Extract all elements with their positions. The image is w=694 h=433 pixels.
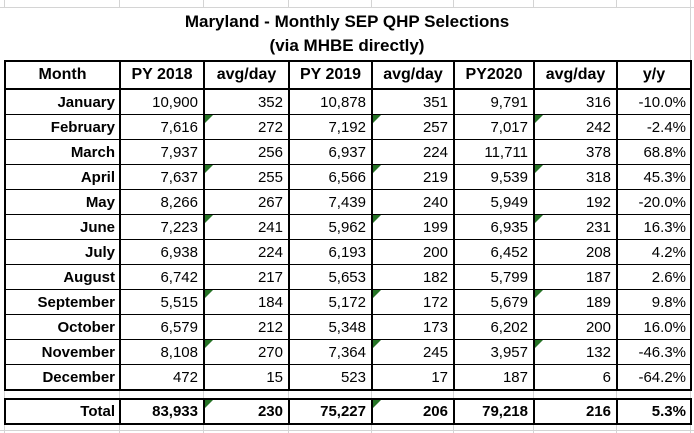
cell-avgday[interactable]: 172 <box>372 290 454 315</box>
header-row <box>5 61 691 89</box>
cell-py2019[interactable]: 6,937 <box>289 140 372 165</box>
cell-py2020[interactable]: 9,539 <box>454 165 534 190</box>
cell-py2019[interactable]: 5,962 <box>289 215 372 240</box>
cell-py2019[interactable]: 7,364 <box>289 340 372 365</box>
header-py2020[interactable]: PY2020 <box>454 61 534 89</box>
cell-month[interactable]: March <box>5 140 120 165</box>
error-indicator-icon <box>205 400 213 408</box>
cell-py2018[interactable]: 6,742 <box>120 265 204 290</box>
total-py2019[interactable]: 75,227 <box>289 399 372 424</box>
table-row <box>5 265 691 290</box>
header-py2018[interactable]: PY 2018 <box>120 61 204 89</box>
cell-py2018[interactable]: 10,900 <box>120 89 204 115</box>
table-row <box>5 215 691 240</box>
title-line-1: Maryland - Monthly SEP QHP Selections <box>184 12 510 31</box>
total-row <box>5 399 691 424</box>
cell-avgday[interactable]: 17 <box>372 365 454 391</box>
cell-avgday[interactable]: 200 <box>534 315 617 340</box>
table-row <box>5 290 691 315</box>
table-row <box>5 340 691 365</box>
cell-py2018[interactable]: 8,108 <box>120 340 204 365</box>
error-indicator-icon <box>205 215 213 223</box>
cell-avgday[interactable]: 187 <box>534 265 617 290</box>
cell-month[interactable]: January <box>5 89 120 115</box>
cell-py2019[interactable]: 5,653 <box>289 265 372 290</box>
error-indicator-icon <box>205 290 213 298</box>
total-avgday-2018[interactable]: 230 <box>204 399 289 424</box>
cell-py2019[interactable]: 5,348 <box>289 315 372 340</box>
cell-py2020[interactable]: 6,452 <box>454 240 534 265</box>
cell-month[interactable]: October <box>5 315 120 340</box>
error-indicator-icon <box>205 340 213 348</box>
cell-py2018[interactable]: 7,616 <box>120 115 204 140</box>
table-row <box>5 140 691 165</box>
cell-py2019[interactable]: 523 <box>289 365 372 391</box>
error-indicator-icon <box>373 340 381 348</box>
title-line-2: (via MHBE directly) <box>269 36 425 55</box>
error-indicator-icon <box>373 215 381 223</box>
cell-avgday[interactable]: 208 <box>534 240 617 265</box>
cell-avgday[interactable]: 255 <box>204 165 289 190</box>
cell-py2020[interactable]: 6,935 <box>454 215 534 240</box>
error-indicator-icon <box>205 115 213 123</box>
spacer-row <box>4 391 690 398</box>
cell-py2019[interactable]: 10,878 <box>289 89 372 115</box>
header-avgday-2018[interactable]: avg/day <box>204 61 289 89</box>
cell-month[interactable]: August <box>5 265 120 290</box>
cell-avgday[interactable]: 212 <box>204 315 289 340</box>
cell-yy[interactable]: 4.2% <box>617 240 691 265</box>
cell-py2018[interactable]: 7,223 <box>120 215 204 240</box>
cell-py2018[interactable]: 6,579 <box>120 315 204 340</box>
cell-py2019[interactable]: 7,192 <box>289 115 372 140</box>
cell-avgday[interactable]: 219 <box>372 165 454 190</box>
table-row <box>5 240 691 265</box>
error-indicator-icon <box>205 165 213 173</box>
cell-month[interactable]: December <box>5 365 120 391</box>
cell-py2019[interactable]: 7,439 <box>289 190 372 215</box>
cell-yy[interactable]: -20.0% <box>617 190 691 215</box>
cell-py2018[interactable]: 472 <box>120 365 204 391</box>
total-label[interactable]: Total <box>5 399 120 424</box>
cell-avgday[interactable]: 231 <box>534 215 617 240</box>
cell-avgday[interactable]: 316 <box>534 89 617 115</box>
cell-py2018[interactable]: 7,937 <box>120 140 204 165</box>
table-row <box>5 190 691 215</box>
cell-avgday[interactable]: 318 <box>534 165 617 190</box>
total-table <box>4 398 692 425</box>
cell-yy[interactable]: -64.2% <box>617 365 691 391</box>
header-py2019[interactable]: PY 2019 <box>289 61 372 89</box>
cell-avgday[interactable]: 240 <box>372 190 454 215</box>
cell-avgday[interactable]: 6 <box>534 365 617 391</box>
cell-avgday[interactable]: 257 <box>372 115 454 140</box>
cell-py2020[interactable]: 11,711 <box>454 140 534 165</box>
total-avgday-2020[interactable]: 216 <box>534 399 617 424</box>
cell-py2020[interactable]: 6,202 <box>454 315 534 340</box>
table-row <box>5 115 691 140</box>
cell-avgday[interactable]: 192 <box>534 190 617 215</box>
cell-yy[interactable]: 9.8% <box>617 290 691 315</box>
cell-avgday[interactable]: 378 <box>534 140 617 165</box>
total-py2018[interactable]: 83,933 <box>120 399 204 424</box>
cell-month[interactable]: November <box>5 340 120 365</box>
cell-avgday[interactable]: 242 <box>534 115 617 140</box>
cell-month[interactable]: May <box>5 190 120 215</box>
cell-avgday[interactable]: 224 <box>204 240 289 265</box>
cell-month[interactable]: September <box>5 290 120 315</box>
cell-avgday[interactable]: 199 <box>372 215 454 240</box>
error-indicator-icon <box>535 215 543 223</box>
cell-avgday[interactable]: 182 <box>372 265 454 290</box>
table-row <box>5 365 691 391</box>
table-row <box>5 315 691 340</box>
cell-py2018[interactable]: 8,266 <box>120 190 204 215</box>
cell-py2020[interactable]: 187 <box>454 365 534 391</box>
total-yy[interactable]: 5.3% <box>617 399 691 424</box>
error-indicator-icon <box>373 115 381 123</box>
cell-avgday[interactable]: 270 <box>204 340 289 365</box>
cell-yy[interactable]: -46.3% <box>617 340 691 365</box>
error-indicator-icon <box>535 115 543 123</box>
cell-month[interactable]: April <box>5 165 120 190</box>
cell-py2020[interactable]: 5,949 <box>454 190 534 215</box>
cell-yy[interactable]: 16.0% <box>617 315 691 340</box>
cell-month[interactable]: February <box>5 115 120 140</box>
table-row <box>5 89 691 115</box>
cell-yy[interactable]: 16.3% <box>617 215 691 240</box>
cell-avgday[interactable]: 132 <box>534 340 617 365</box>
cell-yy[interactable]: -10.0% <box>617 89 691 115</box>
cell-py2020[interactable]: 3,957 <box>454 340 534 365</box>
cell-avgday[interactable]: 217 <box>204 265 289 290</box>
cell-month[interactable]: July <box>5 240 120 265</box>
cell-py2019[interactable]: 6,193 <box>289 240 372 265</box>
header-yy[interactable]: y/y <box>617 61 691 89</box>
error-indicator-icon <box>535 340 543 348</box>
cell-py2019[interactable]: 5,172 <box>289 290 372 315</box>
cell-yy[interactable]: 2.6% <box>617 265 691 290</box>
total-py2020[interactable]: 79,218 <box>454 399 534 424</box>
cell-py2018[interactable]: 5,515 <box>120 290 204 315</box>
error-indicator-icon <box>535 290 543 298</box>
total-avgday-2019[interactable]: 206 <box>372 399 454 424</box>
table-title-cell[interactable] <box>4 8 690 60</box>
cell-py2019[interactable]: 6,566 <box>289 165 372 190</box>
error-indicator-icon <box>373 165 381 173</box>
cell-py2018[interactable]: 7,637 <box>120 165 204 190</box>
error-indicator-icon <box>373 400 381 408</box>
cell-avgday[interactable]: 241 <box>204 215 289 240</box>
cell-avgday[interactable]: 267 <box>204 190 289 215</box>
cell-py2020[interactable]: 7,017 <box>454 115 534 140</box>
error-indicator-icon <box>373 290 381 298</box>
header-avgday-2020[interactable]: avg/day <box>534 61 617 89</box>
cell-py2020[interactable]: 9,791 <box>454 89 534 115</box>
cell-avgday[interactable]: 272 <box>204 115 289 140</box>
cell-py2018[interactable]: 6,938 <box>120 240 204 265</box>
cell-py2020[interactable]: 5,799 <box>454 265 534 290</box>
cell-avgday[interactable]: 224 <box>372 140 454 165</box>
cell-avgday[interactable]: 200 <box>372 240 454 265</box>
header-month[interactable]: Month <box>5 61 120 89</box>
header-avgday-2019[interactable]: avg/day <box>372 61 454 89</box>
cell-yy[interactable]: 45.3% <box>617 165 691 190</box>
cell-avgday[interactable]: 173 <box>372 315 454 340</box>
sheet-gridline <box>0 430 694 431</box>
cell-avgday[interactable]: 184 <box>204 290 289 315</box>
cell-py2020[interactable]: 5,679 <box>454 290 534 315</box>
cell-avgday[interactable]: 245 <box>372 340 454 365</box>
error-indicator-icon <box>535 165 543 173</box>
cell-avgday[interactable]: 189 <box>534 290 617 315</box>
cell-avgday[interactable]: 256 <box>204 140 289 165</box>
cell-avgday[interactable]: 352 <box>204 89 289 115</box>
table-row <box>5 165 691 190</box>
cell-avgday[interactable]: 15 <box>204 365 289 391</box>
cell-avgday[interactable]: 351 <box>372 89 454 115</box>
data-table <box>4 60 692 391</box>
cell-yy[interactable]: -2.4% <box>617 115 691 140</box>
cell-month[interactable]: June <box>5 215 120 240</box>
cell-yy[interactable]: 68.8% <box>617 140 691 165</box>
